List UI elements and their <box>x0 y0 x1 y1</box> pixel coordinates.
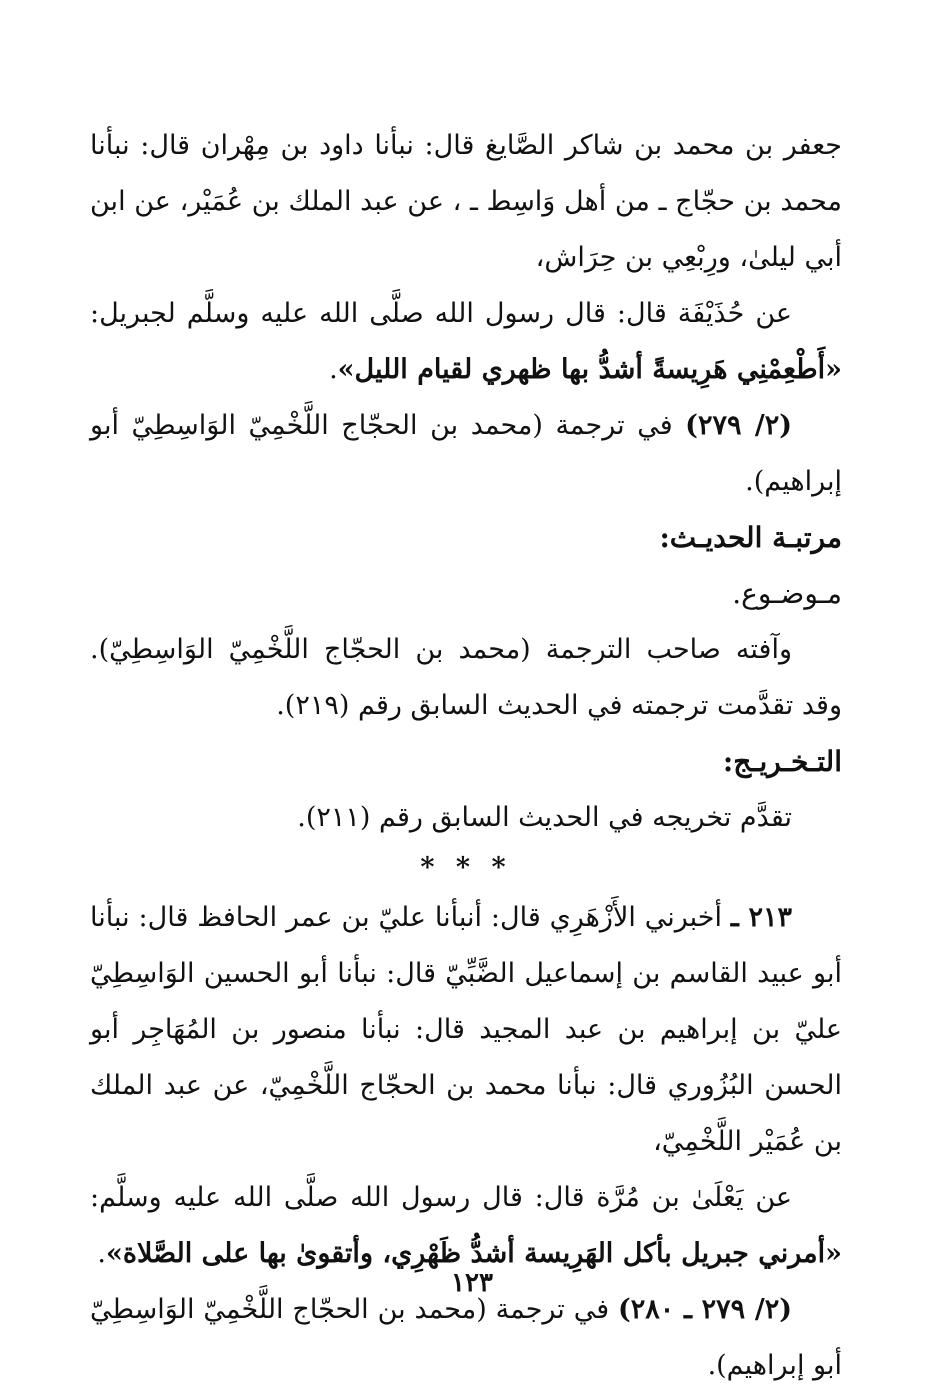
grade-heading: مرتبـة الحديـث: <box>659 521 842 554</box>
hadith2-matn-end: . <box>97 1238 106 1269</box>
takhrij-text: تقدَّم تخريجه في الحديث السابق رقم (٢١١). <box>297 802 792 833</box>
hadith1-matn-text: «أَطْعِمْنِي هَرِيسةً أشدُّ بها ظهري لقيام الليل» <box>337 354 842 385</box>
hadith1-reference <box>90 398 842 510</box>
grade-explanation: وآفته صاحب الترجمة (محمد بن الحجّاج اللَّخْمِيّ الوَاسِطِيّ). وقد تقدَّمت ترجمته في الحديث السابق رقم (٢١٩). <box>90 634 842 721</box>
hadith2-ref-text: في ترجمة (محمد بن الحجّاج اللَّخْمِيّ الوَاسِطِيّ أبو إبراهيم). <box>90 1294 842 1381</box>
page-content <box>90 118 842 1394</box>
hadith2-isnad-text: أخبرني الأَزْهَرِي قال: أنبأنا عليّ بن عمر الحافظ قال: نبأنا أبو عبيد القاسم بن إسماعيل الضَّبِّيّ قال: نبأنا أبو الحسين الوَاسِطِيّ عليّ بن إبراهيم بن عبد المجيد قال: نبأنا منصور بن المُهَاجِر أبو الحسن البُزُوري قال: نبأنا محمد بن الحجّاج اللَّخْمِيّ، عن عبد الملك بن عُمَيْر اللَّخْمِيّ، <box>90 902 842 1157</box>
page-number: ١٢٣ <box>451 1268 493 1298</box>
hadith2-matn-lead: عن يَعْلَىٰ بن مُرَّة قال: قال رسول الله صلَّى الله عليه وسلَّم: <box>90 1182 792 1213</box>
hadith2-ref-volume: (٢/ ٢٧٩ ـ ٢٨٠) <box>618 1294 793 1325</box>
hadith2-matn-text: «أمرني جبريل بأكل الهَرِيسة أشدُّ ظَهْرِي، وأتقوىٰ بها على الصَّلاة» <box>105 1238 842 1269</box>
hadith1-matn-end: . <box>329 354 338 385</box>
hadith2-matn <box>90 1170 842 1282</box>
hadith1-matn-lead: عن حُذَيْفَة قال: قال رسول الله صلَّى الله عليه وسلَّم لجبريل: <box>90 298 792 329</box>
hadith1-isnad: جعفر بن محمد بن شاكر الصَّايغ قال: نبأنا داود بن مِهْران قال: نبأنا محمد بن حجّاج ـ من أهل وَاسِط ـ ، عن عبد الملك بن عُمَيْر، عن ابن أبي ليلىٰ، ورِبْعِي بن حِرَاش، <box>90 130 842 273</box>
hadith2-reference <box>90 1282 842 1394</box>
hadith1-ref-text: في ترجمة (محمد بن الحجّاج اللَّخْمِيّ الوَاسِطِيّ أبو إبراهيم). <box>90 410 842 497</box>
hadith1-matn <box>90 286 842 398</box>
hadith2-number: ٢١٣ ـ <box>730 902 792 933</box>
section-separator: * * * <box>420 852 512 883</box>
grade-verdict: مـوضـوع. <box>732 577 842 610</box>
takhrij-heading: التـخـريـج: <box>722 745 842 778</box>
hadith1-ref-volume: (٢/ ٢٧٩) <box>685 410 792 441</box>
hadith2-isnad <box>90 890 842 1170</box>
